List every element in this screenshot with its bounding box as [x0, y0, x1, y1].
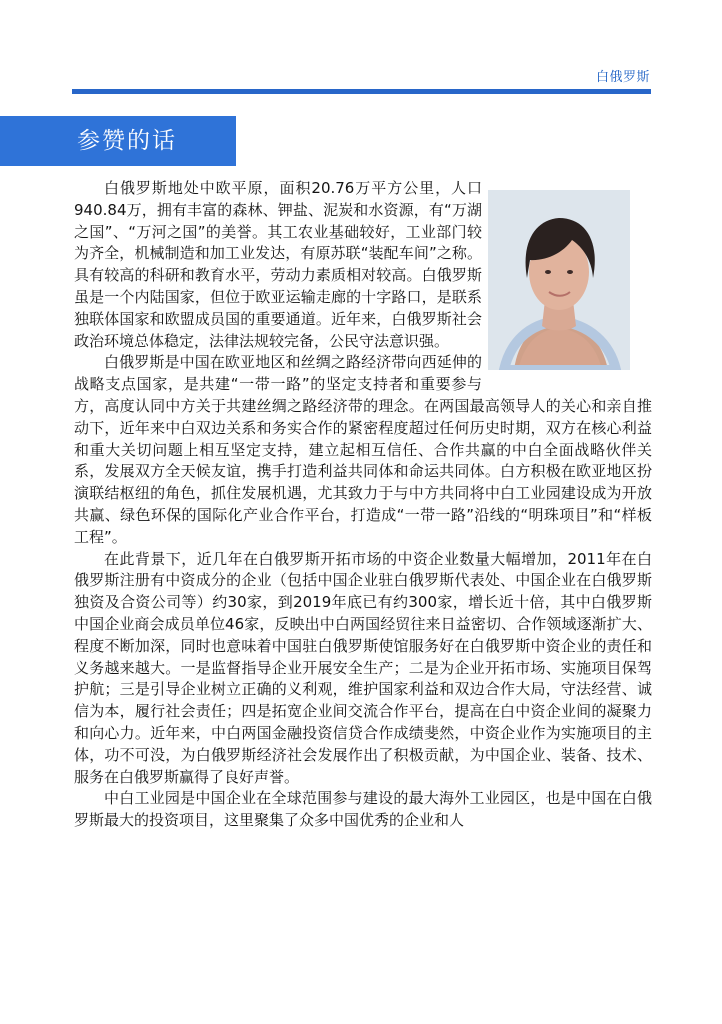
paragraph-2: 白俄罗斯是中国在欧亚地区和丝绸之路经济带向西延伸的战略支点国家，是共建“一带一路”的坚定支持者和重要参与方，高度认同中方关于共建丝绸之路经济带的理念。在两国最高领导人的关心和亲自推动下，近年来中白双边关系和务实合作的紧密程度超过任何历史时期，双方在核心利益和重大关切问题上相互坚定支持，建立起相互信任、合作共赢的中白全面战略伙伴关系，发展双方全天候友谊，携手打造利益共同体和命运共同体。白方积极在欧亚地区扮演联结枢纽的角色，抓住发展机遇，尤其致力于与中方共同将中白工业园建设成为开放共赢、绿色环保的国际化产业合作平台，打造成“一带一路”沿线的“明珠项目”和“样板工程”。 [74, 353, 652, 546]
section-title: 参赞的话 [77, 128, 177, 154]
running-header-country: 白俄罗斯 [595, 70, 650, 85]
header-rule [72, 89, 651, 94]
paragraph-3: 在此背景下，近几年在白俄罗斯开拓市场的中资企业数量大幅增加，2011年在白俄罗斯注册有中资成分的企业（包括中国企业驻白俄罗斯代表处、中国企业在白俄罗斯独资及合资公司等）约30家，到2019年底已有约300家，增长近十倍，其中白俄罗斯中国企业商会成员单位46家，反映出中白两国经贸往来日益密切、合作领域逐渐扩大、程度不断加深，同时也意味着中国驻白俄罗斯使馆服务好在白俄罗斯中资企业的责任和义务越来越大。一是监督指导企业开展安全生产；二是为企业开拓市场、实施项目保驾护航；三是引导企业树立正确的义利观，维护国家利益和双边合作大局，守法经营、诚信为本，履行社会责任；四是拓宽企业间交流合作平台，提高在白中资企业间的凝聚力和向心力。近年来，中白两国金融投资信贷合作成绩斐然，中资企业作为实施项目的主体，功不可没，为白俄罗斯经济社会发展作出了积极贡献，为中国企业、装备、技术、服务在白俄罗斯赢得了良好声誉。 [74, 549, 652, 786]
paragraph-4: 中白工业园是中国企业在全球范围参与建设的最大海外工业园区，也是中国在白俄罗斯最大的投资项目，这里聚集了众多中国优秀的企业和人 [74, 789, 652, 830]
paragraph-1: 白俄罗斯地处中欧平原，面积20.76万平方公里，人口940.84万，拥有丰富的森林、钾盐、泥炭和水资源，有“万湖之国”、“万河之国”的美誉。其工农业基础较好，工业部门较为齐全，机械制造和加工业发达，有原苏联“装配车间”之称。具有较高的科研和教育水平，劳动力素质相对较高。白俄罗斯虽是一个内陆国家，但位于欧亚运输走廊的十字路口，是联系独联体国家和欧盟成员国的重要通道。近年来，白俄罗斯社会政治环境总体稳定，法律法规较完备，公民守法意识强。 [74, 179, 482, 350]
section-banner [0, 116, 236, 166]
article-body [74, 178, 652, 832]
portrait-wrap-gap [482, 178, 652, 376]
